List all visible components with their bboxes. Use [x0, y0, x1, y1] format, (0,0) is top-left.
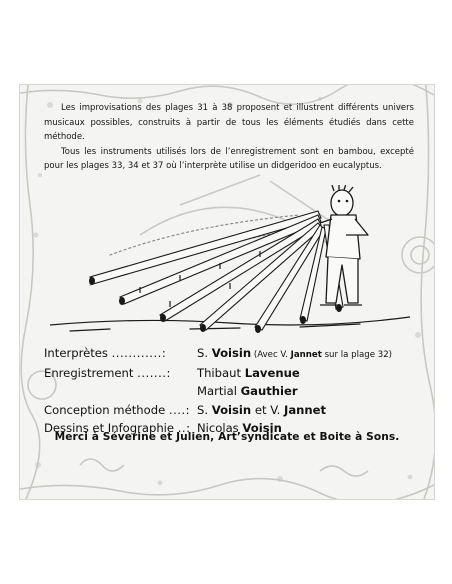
name-bold: Lavenue	[244, 366, 300, 381]
credit-label-dessins: Dessins et Infographie	[44, 420, 175, 435]
thanks-line: Merci à Séverine et Julien, Art’syndicate et Boite à Sons.	[54, 431, 400, 443]
credit-row-interpretes	[44, 344, 424, 364]
name-bold: Voisin	[211, 346, 252, 360]
credit-dots: ....:	[168, 402, 191, 417]
name-prefix: Nicolas	[197, 420, 243, 435]
note-suffix: sur la plage 32)	[321, 350, 393, 360]
intro-text	[20, 101, 434, 174]
credit-note-interpretes	[251, 350, 392, 360]
note-bold: Jannet	[290, 350, 322, 360]
credit-row-enregistrement-2	[44, 382, 424, 400]
name-prefix: S.	[197, 402, 212, 417]
name-prefix: S.	[197, 346, 212, 360]
credit-dots: .......:	[137, 366, 171, 381]
intro-paragraph-2: Tous les instruments utilisés lors de l’enregistrement sont en bambou, excepté pour les plages 33, 34 et 37 où l’interprète utilise un didgeridoo en eucalyptus.	[44, 146, 414, 171]
credit-row-conception	[44, 401, 424, 419]
name-bold: Voisin	[242, 420, 282, 435]
credit-label-enregistrement: Enregistrement	[44, 366, 134, 381]
credit-value-enregistrement-2	[197, 382, 298, 400]
credit-value-enregistrement-1	[197, 364, 300, 382]
credit-value-conception	[197, 401, 326, 419]
credit-label-conception: Conception méthode	[44, 402, 166, 417]
credit-label-interpretes: Interprètes	[44, 346, 108, 360]
name-prefix: Martial	[197, 384, 241, 399]
note-prefix: (Avec V.	[251, 350, 291, 360]
name-prefix: Thibaut	[197, 366, 245, 381]
credit-value-interpretes	[197, 344, 392, 364]
name-connector: et V.	[251, 402, 284, 417]
credit-dots: ..:	[177, 420, 191, 435]
booklet-page	[19, 84, 435, 500]
didgeridoo-player-illustration	[50, 185, 410, 335]
intro-paragraph-1: Les improvisations des plages 31 à 38 proposent et illustrent différents univers musicaux possibles, construits à partir de tous les éléments étudiés dans cette méthode.	[44, 103, 414, 142]
credit-dots: ............:	[111, 346, 167, 360]
name-bold: Voisin	[211, 402, 252, 417]
name-bold: Gauthier	[240, 384, 298, 399]
credits-list	[44, 344, 424, 437]
name-bold: Jannet	[284, 402, 327, 417]
credit-row-enregistrement	[44, 364, 424, 382]
